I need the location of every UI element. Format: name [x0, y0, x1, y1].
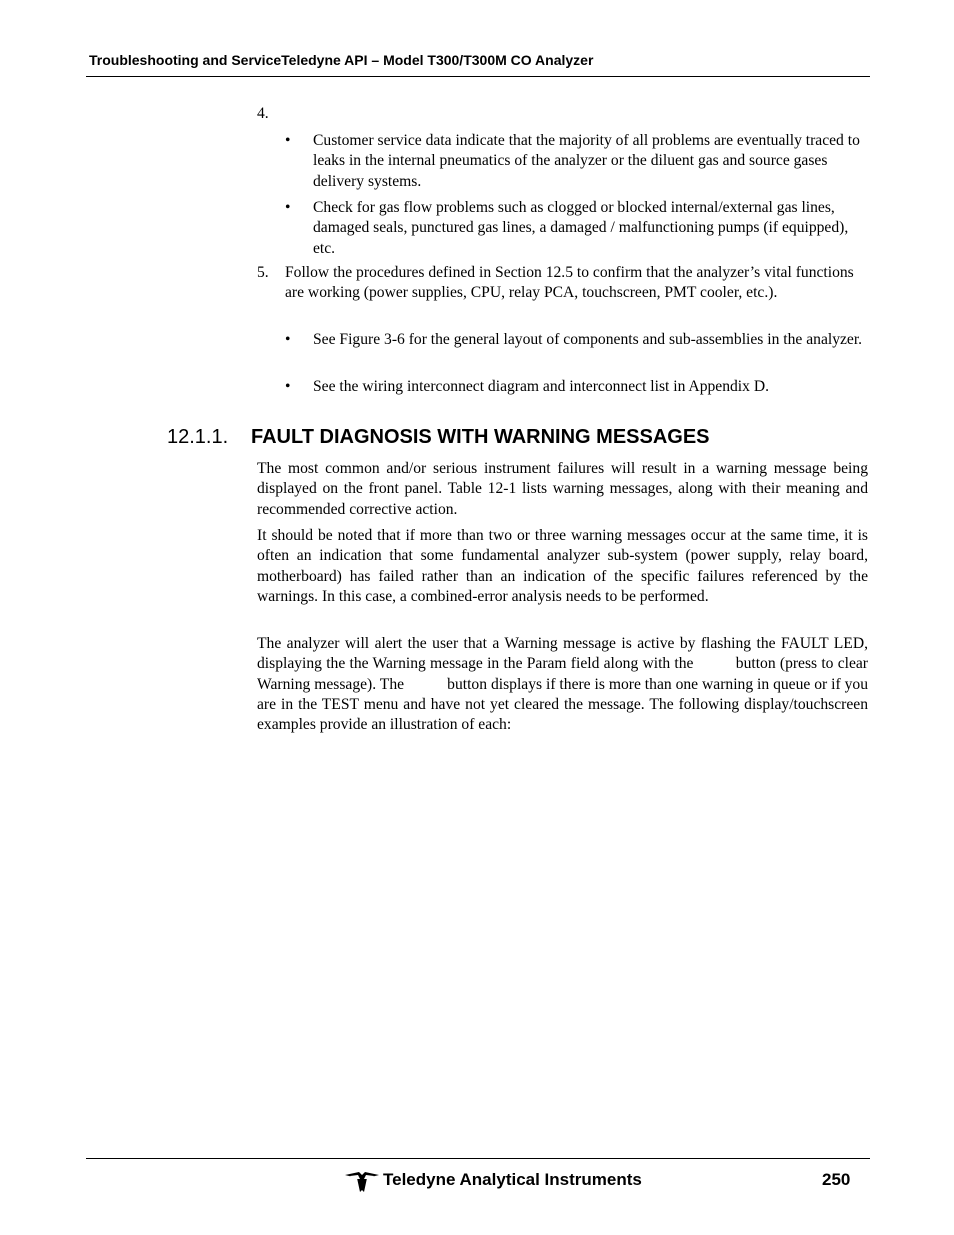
page-number: 250 — [822, 1170, 851, 1189]
footer-divider — [86, 1158, 870, 1159]
teledyne-logo-icon — [345, 1171, 379, 1193]
step-number: 5. — [257, 264, 269, 281]
bullet-text: Check for gas flow problems such as clogged or blocked internal/external gas lines, damaged seals, punctured gas lines, a damaged / malfunctioning pumps (if equipped), etc. — [313, 199, 849, 257]
footer-company-name: Teledyne Analytical Instruments — [383, 1170, 642, 1189]
bullet-text: See Figure 3-6 for the general layout of components and sub-assemblies in the analyzer. — [313, 331, 863, 348]
body-paragraph: The most common and/or serious instrument failures will result in a warning message being displayed on the front panel. Table 12-1 lists warning messages, along with their meaning and recommended corrective action. — [257, 460, 868, 518]
running-header-title: Troubleshooting and ServiceTeledyne API – Model T300/T300M CO Analyzer — [89, 52, 594, 68]
bullet-icon: • — [285, 378, 291, 395]
bullet-text: Customer service data indicate that the majority of all problems are eventually traced to leaks in the internal pneumatics of the analyzer or the diluent gas and source gases delivery systems. — [313, 132, 860, 190]
header-divider — [86, 76, 870, 77]
section-title: FAULT DIAGNOSIS WITH WARNING MESSAGES — [251, 426, 710, 448]
bullet-icon: • — [285, 199, 291, 216]
section-number: 12.1.1. — [167, 426, 229, 448]
step-text: Follow the procedures defined in Section 12.5 to confirm that the analyzer’s vital functions are working (power supplies, CPU, relay PCA, touchscreen, PMT cooler, etc.). — [285, 264, 854, 302]
bullet-icon: • — [285, 132, 291, 149]
body-paragraph: It should be noted that if more than two or three warning messages occur at the same time, it is often an indication that some fundamental analyzer sub-system (power supply, relay board, motherboard) has failed rather than an indication of the specific failures referenced by the warnings. In this case, a combined-error analysis needs to be performed. — [257, 527, 868, 605]
step-number: 4. — [257, 105, 269, 122]
body-paragraph: The analyzer will alert the user that a Warning message is active by flashing the FAULT LED, displaying the the Warning message in the Param field along with the button (press to clear Warning message). The button displays if there is more than one warning in queue or if you are in the TEST menu and have not yet cleared the message. The following display/touchscreen examples provide an illustration of each: — [257, 635, 872, 734]
bullet-text: See the wiring interconnect diagram and interconnect list in Appendix D. — [313, 378, 769, 395]
bullet-icon: • — [285, 331, 291, 348]
